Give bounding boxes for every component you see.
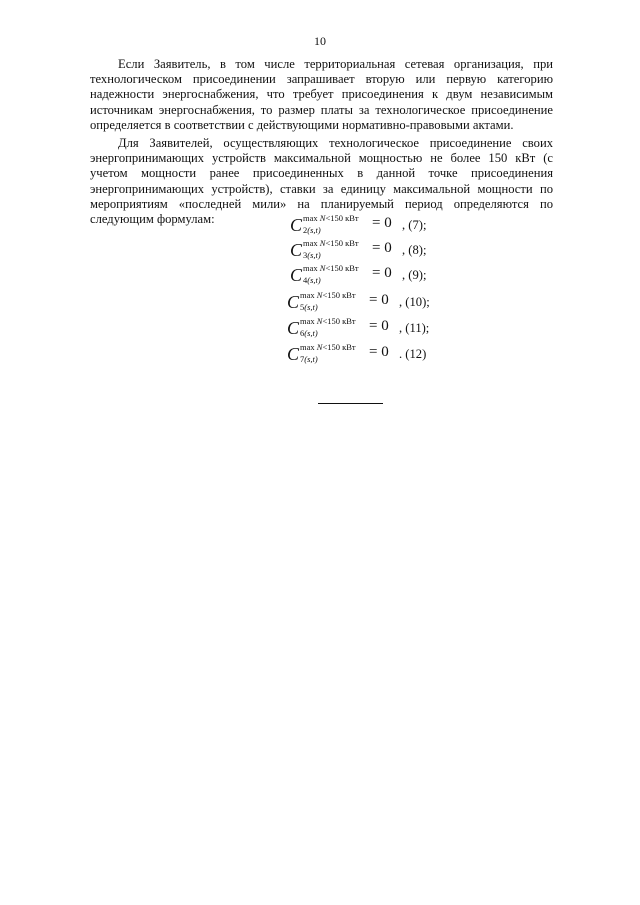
- paragraph-second-category: [90, 57, 553, 133]
- formula-equals: = 0: [369, 318, 389, 334]
- formula-subscript: 6(s,t): [300, 328, 318, 338]
- formula-symbol: C: [290, 215, 303, 235]
- formula-subscript: 7(s,t): [300, 354, 318, 364]
- formula-symbol: C: [287, 292, 300, 312]
- end-rule: [318, 403, 383, 404]
- formula-symbol: C: [290, 265, 303, 285]
- formula-symbol: C: [287, 344, 300, 364]
- formula-superscript: max N<150 кВт: [300, 316, 356, 326]
- formula-superscript: max N<150 кВт: [300, 290, 356, 300]
- formula-equals: = 0: [369, 292, 389, 308]
- formula-superscript: max N<150 кВт: [303, 238, 359, 248]
- formula-superscript: max N<150 кВт: [303, 213, 359, 223]
- formula-superscript: max N<150 кВт: [303, 263, 359, 273]
- formula-subscript: 3(s,t): [303, 250, 321, 260]
- formula-number: , (11);: [399, 321, 430, 335]
- formula-number: , (7);: [402, 218, 427, 232]
- formula-equals: = 0: [372, 240, 392, 256]
- page-number: 10: [314, 34, 326, 48]
- formula-number: , (8);: [402, 243, 427, 257]
- formula-subscript: 5(s,t): [300, 302, 318, 312]
- formula-number: . (12): [399, 347, 427, 361]
- formula-superscript: max N<150 кВт: [300, 342, 356, 352]
- formula-number: , (9);: [402, 268, 427, 282]
- paragraph-text: Если Заявитель, в том числе территориальная сетевая организация, при технологическом присоединении запрашивает вторую или первую категорию надежности энергоснабжения, что требует присоединения к двум независимым источникам энергоснабжения, то размер платы за технологическое присоединение определяется в соответствии с действующими нормативно-правовыми актами.: [90, 57, 553, 132]
- formula-symbol: C: [290, 240, 303, 260]
- formula-symbol: C: [287, 318, 300, 338]
- formula-equals: = 0: [369, 344, 389, 360]
- formula-subscript: 4(s,t): [303, 275, 321, 285]
- formula-equals: = 0: [372, 265, 392, 281]
- formula-number: , (10);: [399, 295, 430, 309]
- formula-equals: = 0: [372, 215, 392, 231]
- formula-subscript: 2(s,t): [303, 225, 321, 235]
- paragraph-text: Для Заявителей, осуществляющих технологическое присоединение своих энергопринимающих устройств максимальной мощностью не более 150 кВт (с учетом мощности ранее присоединенных в данной точке присоединения энергопринимающих устройств), ставки за единицу максимальной мощности по мероприятиям «последней мили» на планируемый период определяются по следующим формулам:: [90, 136, 553, 227]
